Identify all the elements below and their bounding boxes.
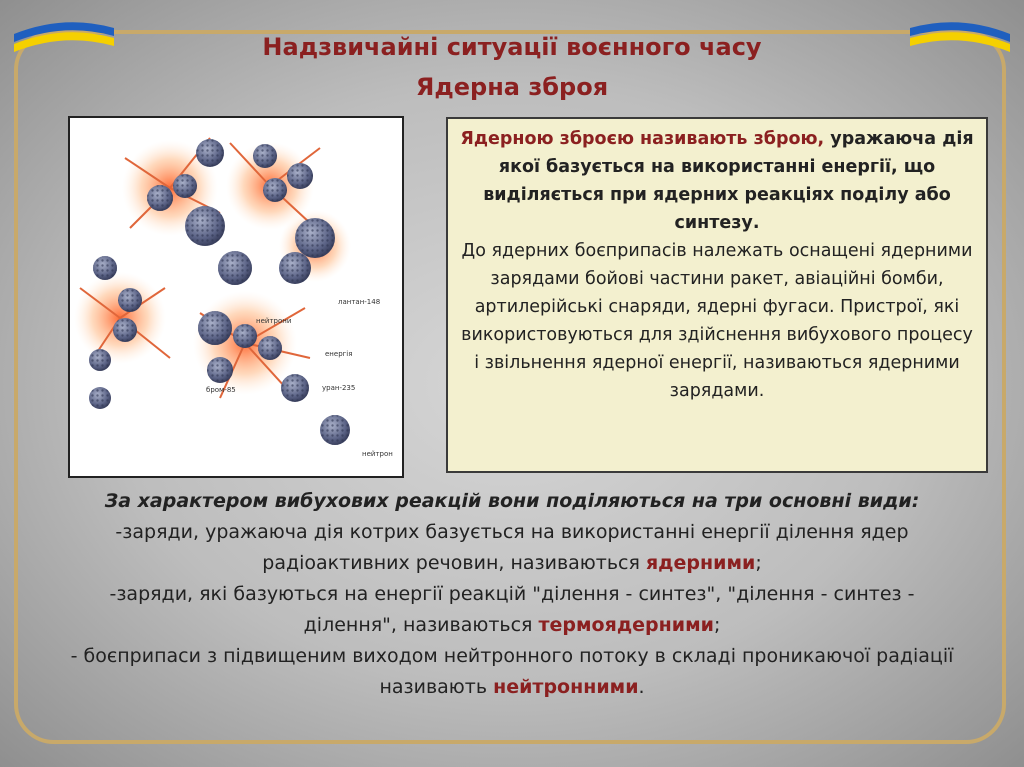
item-text: - боєприпаси з підвищеним виходом нейтронного потоку в складі проникаючої радіації називають bbox=[70, 645, 954, 698]
label-uranium: уран-235 bbox=[322, 384, 356, 392]
item-text: -заряди, які базуються на енергії реакцій "ділення - синтез", "ділення - синтез - ділення", називаються bbox=[109, 583, 915, 636]
item-end: ; bbox=[713, 614, 721, 636]
term-thermonuclear: термоядерними bbox=[538, 614, 714, 636]
definition-box bbox=[446, 117, 988, 473]
label-neutrons: нейтрони bbox=[256, 317, 292, 325]
term-neutron: нейтронними bbox=[493, 676, 639, 698]
item-text: -заряди, уражаюча дія котрих базується на використанні енергії ділення ядер радіоактивних речовин, називаються bbox=[115, 521, 909, 574]
label-lanthanum: лантан-148 bbox=[338, 298, 381, 306]
classification-item-thermonuclear bbox=[60, 579, 964, 641]
definition-part1: Ядерною зброєю називають зброю, bbox=[460, 129, 825, 149]
label-neutron: нейтрон bbox=[362, 450, 393, 458]
item-end: . bbox=[638, 676, 645, 698]
munitions-paragraph: До ядерних боєприпасів належать оснащені ядерними зарядами бойові частини ракет, авіаційні бомби, артилерійські снаряди, ядерні фугаси. Пристрої, які використовуються для здійснення вибухового процесу і звільнення ядерної енергії, називаються ядерними зарядами. bbox=[461, 241, 973, 401]
item-end: ; bbox=[755, 552, 762, 574]
fission-diagram bbox=[70, 118, 402, 476]
slide-subtitle: Ядерна зброя bbox=[415, 73, 609, 101]
definition-part2: уражаюча дія якої базується на використанні енергії, що виділяється при ядерних реакціях поділу або синтезу. bbox=[483, 129, 974, 233]
label-energy: енергія bbox=[325, 350, 353, 358]
definition-text bbox=[458, 125, 976, 237]
classification-section bbox=[60, 486, 964, 703]
term-nuclear: ядерними bbox=[645, 552, 756, 574]
slide-title: Надзвичайні ситуації воєнного часу bbox=[262, 33, 762, 61]
fission-illustration bbox=[68, 116, 404, 478]
classification-item-nuclear bbox=[60, 517, 964, 579]
classification-intro: За характером вибухових реакцій вони поділяються на три основні види: bbox=[104, 490, 920, 512]
classification-item-neutron bbox=[60, 641, 964, 703]
label-bromine: бром-85 bbox=[206, 386, 236, 394]
